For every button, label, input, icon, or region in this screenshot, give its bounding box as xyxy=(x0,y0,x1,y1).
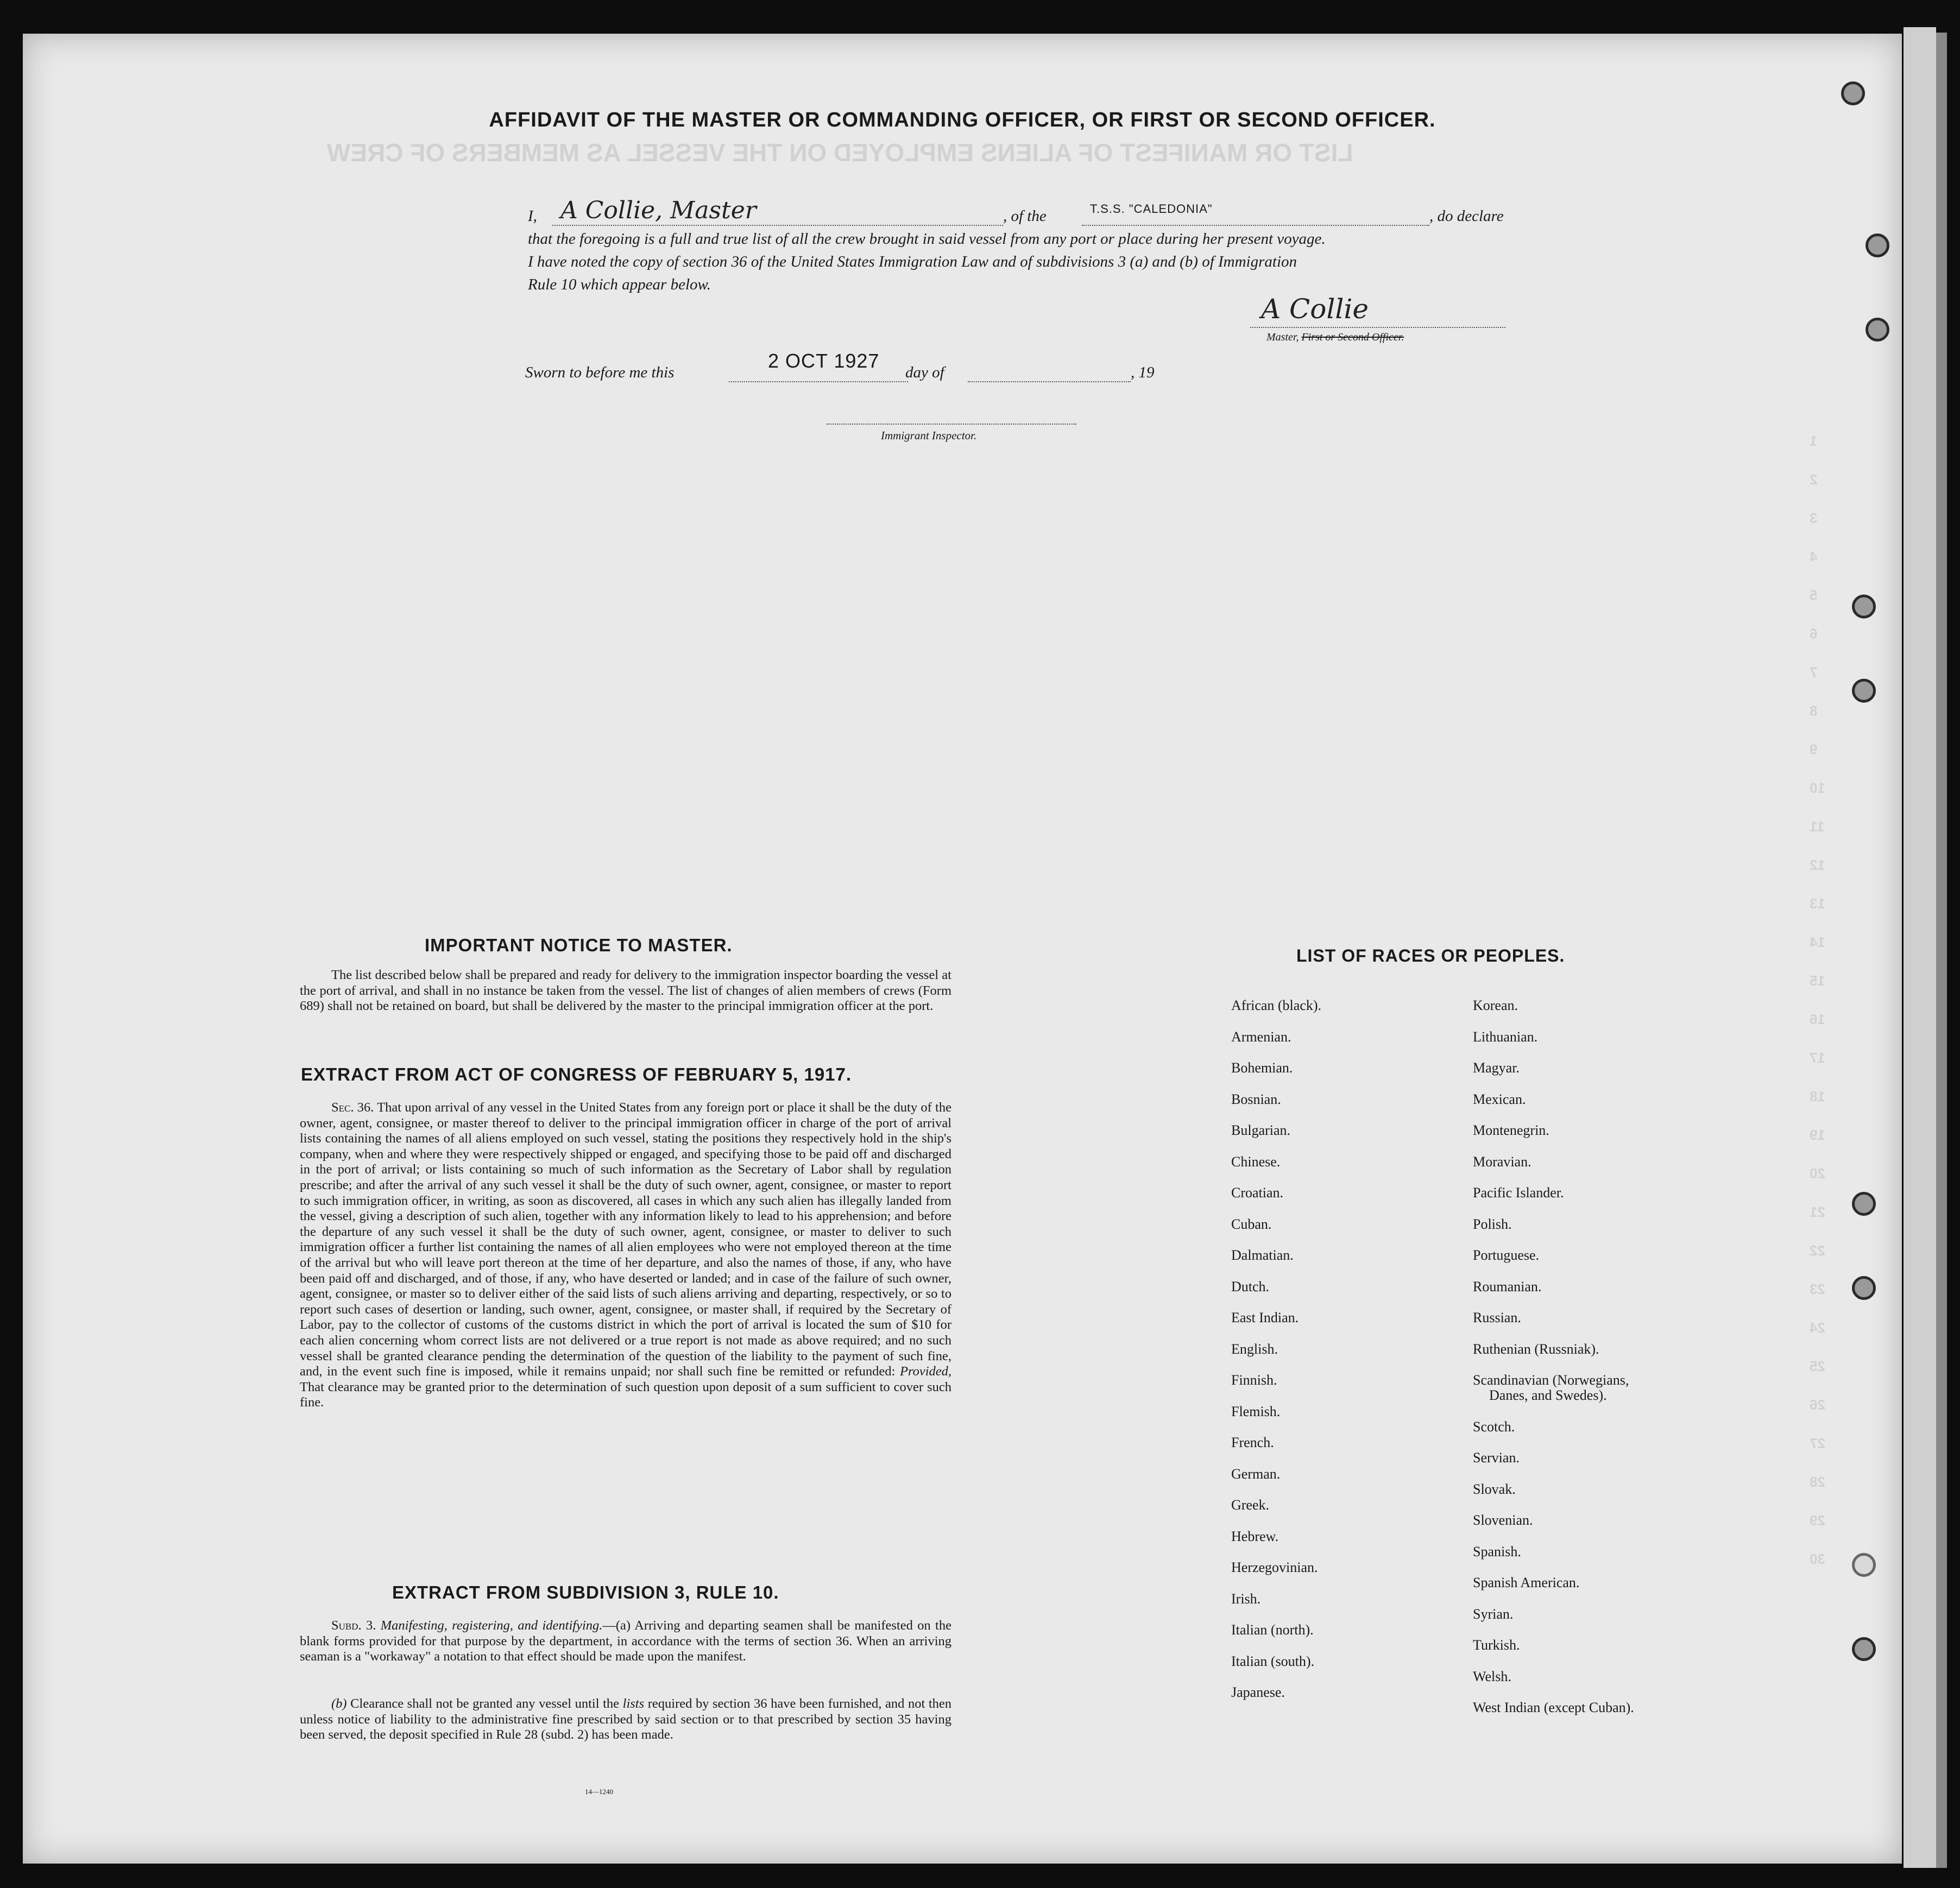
bleed-through-title: LIST OR MANIFEST OF ALIENS EMPLOYED ON THE VESSEL AS MEMBERS OF CREW xyxy=(327,138,1353,167)
bleed-through-row-number: 28 xyxy=(1810,1474,1825,1490)
race-item: Scandinavian (Norwegians, xyxy=(1473,1372,1629,1388)
bleed-through-row-number: 20 xyxy=(1810,1165,1825,1182)
do-declare-label: , do declare xyxy=(1429,207,1504,225)
act-extract-title: EXTRACT FROM ACT OF CONGRESS OF FEBRUARY 5, 1917. xyxy=(301,1064,852,1084)
race-item: Armenian. xyxy=(1231,1028,1291,1045)
race-item: Dutch. xyxy=(1231,1278,1270,1295)
act-extract-text xyxy=(300,1100,951,1411)
signature-caption-master: Master, xyxy=(1266,331,1299,343)
bleed-through-row-number: 16 xyxy=(1810,1011,1825,1027)
name-line xyxy=(552,225,1003,226)
sworn-label: Sworn to before me this xyxy=(525,364,675,381)
race-item: Pacific Islander. xyxy=(1473,1185,1564,1201)
notice-title: IMPORTANT NOTICE TO MASTER. xyxy=(425,935,733,955)
race-item: Spanish American. xyxy=(1473,1575,1580,1590)
race-item: Italian (south). xyxy=(1231,1653,1315,1669)
race-item: Hebrew. xyxy=(1231,1528,1279,1544)
race-item: Polish. xyxy=(1473,1216,1512,1232)
race-item: Dalmatian. xyxy=(1231,1247,1294,1263)
race-item: Irish. xyxy=(1231,1590,1261,1607)
bleed-through-row-number: 14 xyxy=(1810,934,1825,950)
bleed-through-row-number: 29 xyxy=(1810,1512,1825,1529)
race-item: Bohemian. xyxy=(1231,1060,1293,1076)
declaration-i: I, xyxy=(528,207,537,225)
bleed-through-row-number: 18 xyxy=(1810,1088,1825,1104)
race-item: Moravian. xyxy=(1473,1153,1532,1170)
rule-subd-b xyxy=(300,1696,951,1743)
race-item: Italian (north). xyxy=(1231,1622,1314,1638)
race-item: Portuguese. xyxy=(1473,1247,1540,1263)
race-item: Welsh. xyxy=(1473,1668,1511,1684)
signature-caption xyxy=(1266,331,1404,344)
subd-heading: Manifesting, registering, and identifying. xyxy=(380,1618,603,1633)
declaration-line-2: that the foregoing is a full and true list of all the crew brought in said vessel from any port or place during her present voyage. xyxy=(528,230,1326,248)
bleed-through-row-number: 19 xyxy=(1810,1127,1825,1143)
bleed-through-row-number: 15 xyxy=(1810,973,1825,989)
document-page xyxy=(23,34,1902,1864)
bleed-through-row-number: 9 xyxy=(1810,741,1818,757)
race-item: Magyar. xyxy=(1473,1060,1520,1076)
race-item: Turkish. xyxy=(1473,1637,1520,1653)
race-item: East Indian. xyxy=(1231,1310,1299,1325)
section-label: Sec. 36. xyxy=(331,1100,374,1115)
subd-b-text-2: required by section 36 have been furnished, and not then unless notice of liability to the administrative fine prescribed by said section or to that prescribed by section 35 having been served, the deposit specified in Rule 28 (subd. 2) has been made. xyxy=(300,1696,952,1742)
signature-caption-struck: First or Second Officer. xyxy=(1301,331,1404,343)
bleed-through-row-number: 27 xyxy=(1810,1435,1825,1451)
bleed-through-row-number: 12 xyxy=(1810,857,1825,873)
bleed-through-row-number: 21 xyxy=(1810,1204,1825,1220)
binder-hole xyxy=(1852,1637,1876,1661)
race-item: Chinese. xyxy=(1231,1153,1281,1170)
rule-subd-a xyxy=(300,1618,951,1665)
race-item: Korean. xyxy=(1473,997,1518,1013)
bleed-through-row-number: 8 xyxy=(1810,703,1818,719)
race-item: Syrian. xyxy=(1473,1606,1514,1622)
signature-line xyxy=(1250,327,1505,328)
bleed-through-row-number: 2 xyxy=(1810,471,1818,488)
vessel-name: T.S.S. "CALEDONIA" xyxy=(1090,202,1213,216)
of-the-label: , of the xyxy=(1003,207,1047,225)
race-item: Herzegovinian. xyxy=(1231,1559,1318,1575)
date-stamp: 2 OCT 1927 xyxy=(768,350,880,372)
subd-b-text-1: Clearance shall not be granted any vessel until the xyxy=(350,1696,620,1711)
bleed-through-row-number: 1 xyxy=(1810,433,1818,449)
bleed-through-row-number: 13 xyxy=(1810,895,1825,912)
inspector-line xyxy=(827,424,1076,425)
bleed-through-row-number: 4 xyxy=(1810,548,1818,565)
race-item: Slovenian. xyxy=(1473,1512,1533,1528)
subd-a-text: —(a) Arriving and departing seamen shall be manifested on the blank forms provided for that purpose by the department, in accordance with the terms of section 36. When an arriving seaman is a "workaway" a notation to that effect should be made upon the manifest. xyxy=(300,1618,951,1664)
race-item: Cuban. xyxy=(1231,1216,1272,1232)
race-item: Bulgarian. xyxy=(1231,1122,1291,1138)
handwritten-master-name: A Collie, Master xyxy=(560,197,757,224)
binder-hole xyxy=(1866,233,1889,257)
race-item: African (black). xyxy=(1231,997,1322,1013)
bleed-through-row-number: 6 xyxy=(1810,626,1818,642)
subd-b-label: (b) xyxy=(331,1696,347,1711)
binder-hole xyxy=(1852,595,1876,618)
month-line xyxy=(968,381,1131,382)
race-item: German. xyxy=(1231,1466,1281,1482)
affidavit-title: AFFIDAVIT OF THE MASTER OR COMMANDING OFFICER, OR FIRST OR SECOND OFFICER. xyxy=(489,109,1436,131)
form-number: 14—1240 xyxy=(585,1788,613,1796)
section-36-text: That upon arrival of any vessel in the United States from any foreign port or place it shall be the duty of the owner, agent, consignee, or master thereof to deliver to the principal immigration officer in charge of the port of arrival lists containing the names of all aliens employed on such vessel, stating the positions they respectively hold in the ship's company, when and where they were respectively shipped or engaged, and specifying those to be paid off and discharged in the port of arrival; or lists containing so much of such information as the Secretary of Labor shall by regulation prescribe; and after the arrival of any such vessel it shall be the duty of such owner, agent, consignee, or master to report to such immigration officer, in writing, as soon as discovered, all cases in which any such alien has illegally landed from the vessel, giving a description of such alien, together with any information likely to lead to his apprehension; and before the departure of any such vessel it shall be the duty of such owner, agent, consignee, or master to deliver to such immigration officer a further list containing the names of all alien employees who were not employed thereon at the time of the arrival but who will leave port thereon at the time of her departure, and also the names of those, if any, who have been paid off and discharged, and of those, if any, who have deserted or landed; and in case of the failure of such owner, agent, consignee, or master so to deliver either of the said lists of such aliens arriving and departing, respectively, or so to report such cases of desertion or landing, such owner, agent, consignee, or master shall, if required by the Secretary of Labor, pay to the collector of customs of the customs district in which the port of arrival is located the sum of $10 for each alien concerning whom correct lists are not delivered or a true report is not made as above required; and no such vessel shall be granted clearance pending the determination of the question of the liability to the payment of such fine, and, in the event such fine is imposed, while it remains unpaid; nor shall such fine be remitted or refunded: xyxy=(300,1100,951,1379)
race-item: Croatian. xyxy=(1231,1185,1284,1201)
bleed-through-row-number: 24 xyxy=(1810,1319,1825,1336)
provided-label: Provided, xyxy=(899,1364,952,1379)
bleed-through-row-number: 5 xyxy=(1810,587,1818,603)
bleed-through-row-number: 22 xyxy=(1810,1242,1825,1259)
race-item: Roumanian. xyxy=(1473,1278,1542,1295)
bleed-through-row-number: 26 xyxy=(1810,1397,1825,1413)
race-item: French. xyxy=(1231,1435,1274,1450)
day-of-label: day of xyxy=(905,364,944,381)
binder-hole xyxy=(1866,318,1889,342)
bleed-through-row-number: 23 xyxy=(1810,1281,1825,1297)
bleed-through-row-number: 7 xyxy=(1810,664,1818,680)
race-item: Montenegrin. xyxy=(1473,1122,1549,1138)
race-item: Danes, and Swedes). xyxy=(1489,1387,1607,1403)
race-item: Flemish. xyxy=(1231,1403,1281,1419)
race-item: Scotch. xyxy=(1473,1418,1515,1435)
race-item: English. xyxy=(1231,1341,1278,1357)
race-item: Ruthenian (Russniak). xyxy=(1473,1341,1599,1357)
race-item: Russian. xyxy=(1473,1310,1521,1325)
master-signature: A Collie xyxy=(1261,293,1369,325)
subd-label: Subd. 3. xyxy=(331,1618,376,1633)
race-item: Greek. xyxy=(1231,1497,1270,1513)
subd-b-lists: lists xyxy=(622,1696,645,1711)
inspector-label: Immigrant Inspector. xyxy=(881,429,977,442)
day-line xyxy=(729,381,908,382)
binder-hole xyxy=(1852,679,1876,703)
declaration-line-4: Rule 10 which appear below. xyxy=(528,276,711,293)
declaration-line-3: I have noted the copy of section 36 of the United States Immigration Law and of subdivisions 3 (a) and (b) of Immigration xyxy=(528,253,1297,270)
bleed-through-row-number: 30 xyxy=(1810,1551,1825,1567)
race-item: Finnish. xyxy=(1231,1372,1277,1388)
race-item: Mexican. xyxy=(1473,1091,1526,1107)
binder-hole xyxy=(1852,1553,1876,1577)
binder-hole xyxy=(1852,1192,1876,1216)
bleed-through-row-number: 11 xyxy=(1810,818,1825,835)
race-item: Bosnian. xyxy=(1231,1091,1281,1107)
page-edge xyxy=(1904,27,1936,1868)
bleed-through-row-number: 3 xyxy=(1810,510,1818,526)
bleed-through-row-number: 17 xyxy=(1810,1050,1825,1066)
section-36-text-end: That clearance may be granted prior to the determination of such question upon deposit of a sum sufficient to cover such fine. xyxy=(300,1379,951,1410)
race-item: Lithuanian. xyxy=(1473,1028,1538,1045)
notice-text: The list described below shall be prepared and ready for delivery to the immigration inspector boarding the vessel at the port of arrival, and shall in no instance be taken from the vessel. The list of changes of alien members of crews (Form 689) shall not be retained on board, but shall be delivered by the master to the principal immigration officer at the port. xyxy=(300,968,951,1014)
race-item: West Indian (except Cuban). xyxy=(1473,1700,1634,1715)
binder-hole xyxy=(1841,81,1865,105)
races-title: LIST OF RACES OR PEOPLES. xyxy=(1296,946,1565,965)
race-item: Servian. xyxy=(1473,1450,1520,1466)
bleed-through-row-number: 10 xyxy=(1810,780,1825,796)
rule-extract-title: EXTRACT FROM SUBDIVISION 3, RULE 10. xyxy=(392,1582,779,1602)
binder-hole xyxy=(1852,1276,1876,1300)
bleed-through-row-number: 25 xyxy=(1810,1358,1825,1374)
race-item: Spanish. xyxy=(1473,1543,1521,1559)
year-label: , 19 xyxy=(1131,364,1155,381)
race-item: Japanese. xyxy=(1231,1684,1285,1700)
race-item: Slovak. xyxy=(1473,1481,1516,1497)
page-edge-shadow xyxy=(1936,33,1947,1868)
vessel-line xyxy=(1082,225,1429,226)
